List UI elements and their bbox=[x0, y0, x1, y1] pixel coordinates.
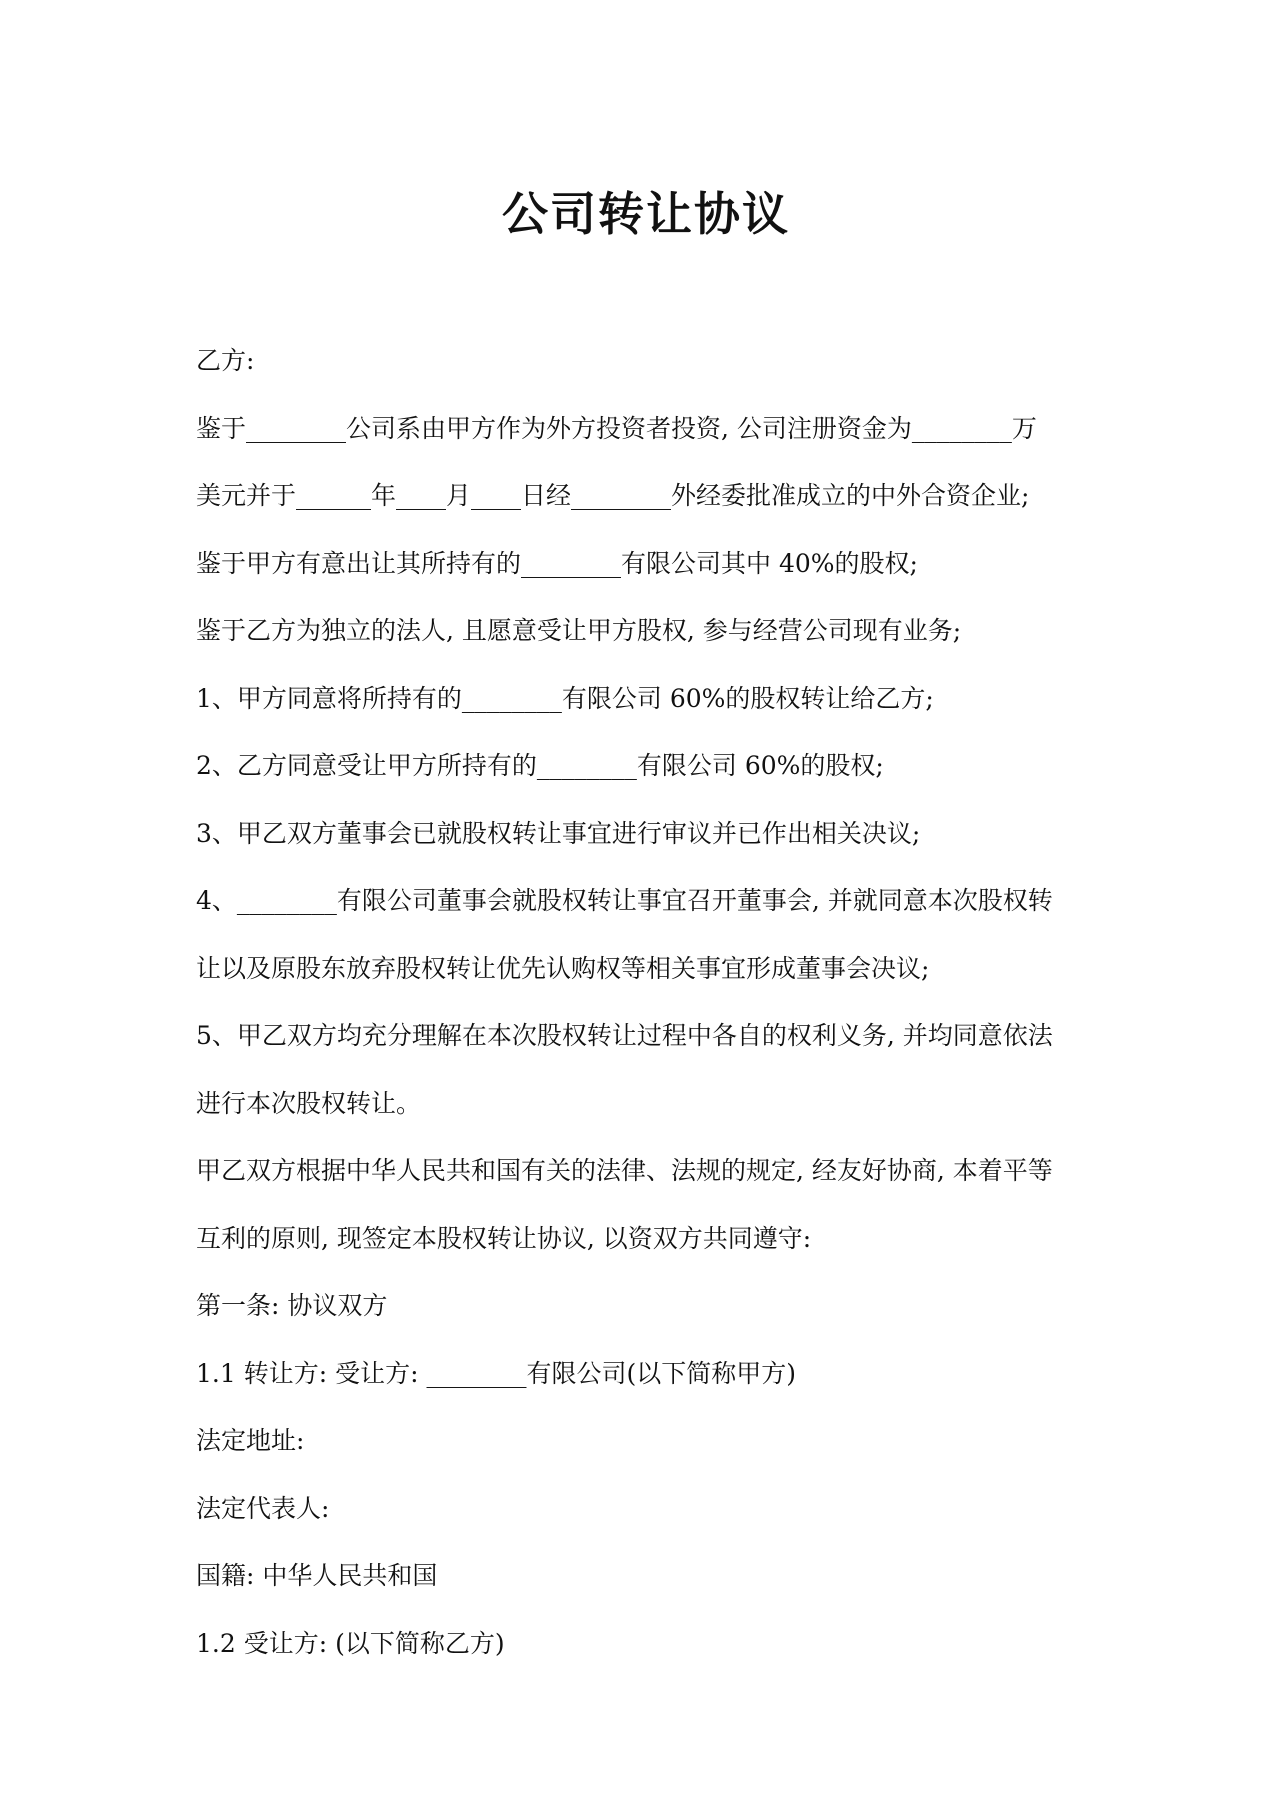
paragraph-line: 鉴于________公司系由甲方作为外方投资者投资, 公司注册资金为________万 bbox=[196, 413, 1037, 443]
paragraph-line: 2、乙方同意受让甲方所持有的________有限公司 60%的股权; bbox=[196, 751, 884, 780]
paragraph-line: 5、甲乙双方均充分理解在本次股权转让过程中各自的权利义务, 并均同意依法 bbox=[196, 1021, 1053, 1050]
paragraph-line: 乙方: bbox=[196, 346, 255, 375]
paragraph-line: 法定地址: bbox=[196, 1426, 305, 1455]
paragraph-line: 进行本次股权转让。 bbox=[196, 1088, 422, 1118]
paragraph-line: 让以及原股东放弃股权转让优先认购权等相关事宜形成董事会决议; bbox=[196, 953, 930, 983]
document-body bbox=[196, 343, 1096, 1693]
paragraph-line: 甲乙双方根据中华人民共和国有关的法律、法规的规定, 经友好协商, 本着平等 bbox=[196, 1156, 1053, 1185]
paragraph-line: 法定代表人: bbox=[196, 1493, 330, 1523]
paragraph-line: 鉴于乙方为独立的法人, 且愿意受让甲方股权, 参与经营公司现有业务; bbox=[196, 616, 962, 645]
paragraph-line: 3、甲乙双方董事会已就股权转让事宜进行审议并已作出相关决议; bbox=[196, 818, 921, 848]
paragraph-line: 第一条: 协议双方 bbox=[196, 1291, 388, 1320]
paragraph-line: 1.2 受让方: (以下简称乙方) bbox=[196, 1628, 505, 1658]
paragraph-line: 1.1 转让方: 受让方: ________有限公司(以下简称甲方) bbox=[196, 1358, 796, 1388]
document-title: 公司转让协议 bbox=[502, 187, 790, 241]
paragraph-line: 互利的原则, 现签定本股权转让协议, 以资双方共同遵守: bbox=[196, 1223, 812, 1253]
paragraph-line: 4、________有限公司董事会就股权转让事宜召开董事会, 并就同意本次股权转 bbox=[196, 886, 1053, 915]
paragraph-line: 鉴于甲方有意出让其所持有的________有限公司其中 40%的股权; bbox=[196, 548, 918, 578]
paragraph-line: 美元并于______年____月____日经________外经委批准成立的中外合资企业; bbox=[196, 481, 1030, 510]
paragraph-line: 1、甲方同意将所持有的________有限公司 60%的股权转让给乙方; bbox=[196, 683, 934, 713]
paragraph-line: 国籍: 中华人民共和国 bbox=[196, 1561, 438, 1590]
